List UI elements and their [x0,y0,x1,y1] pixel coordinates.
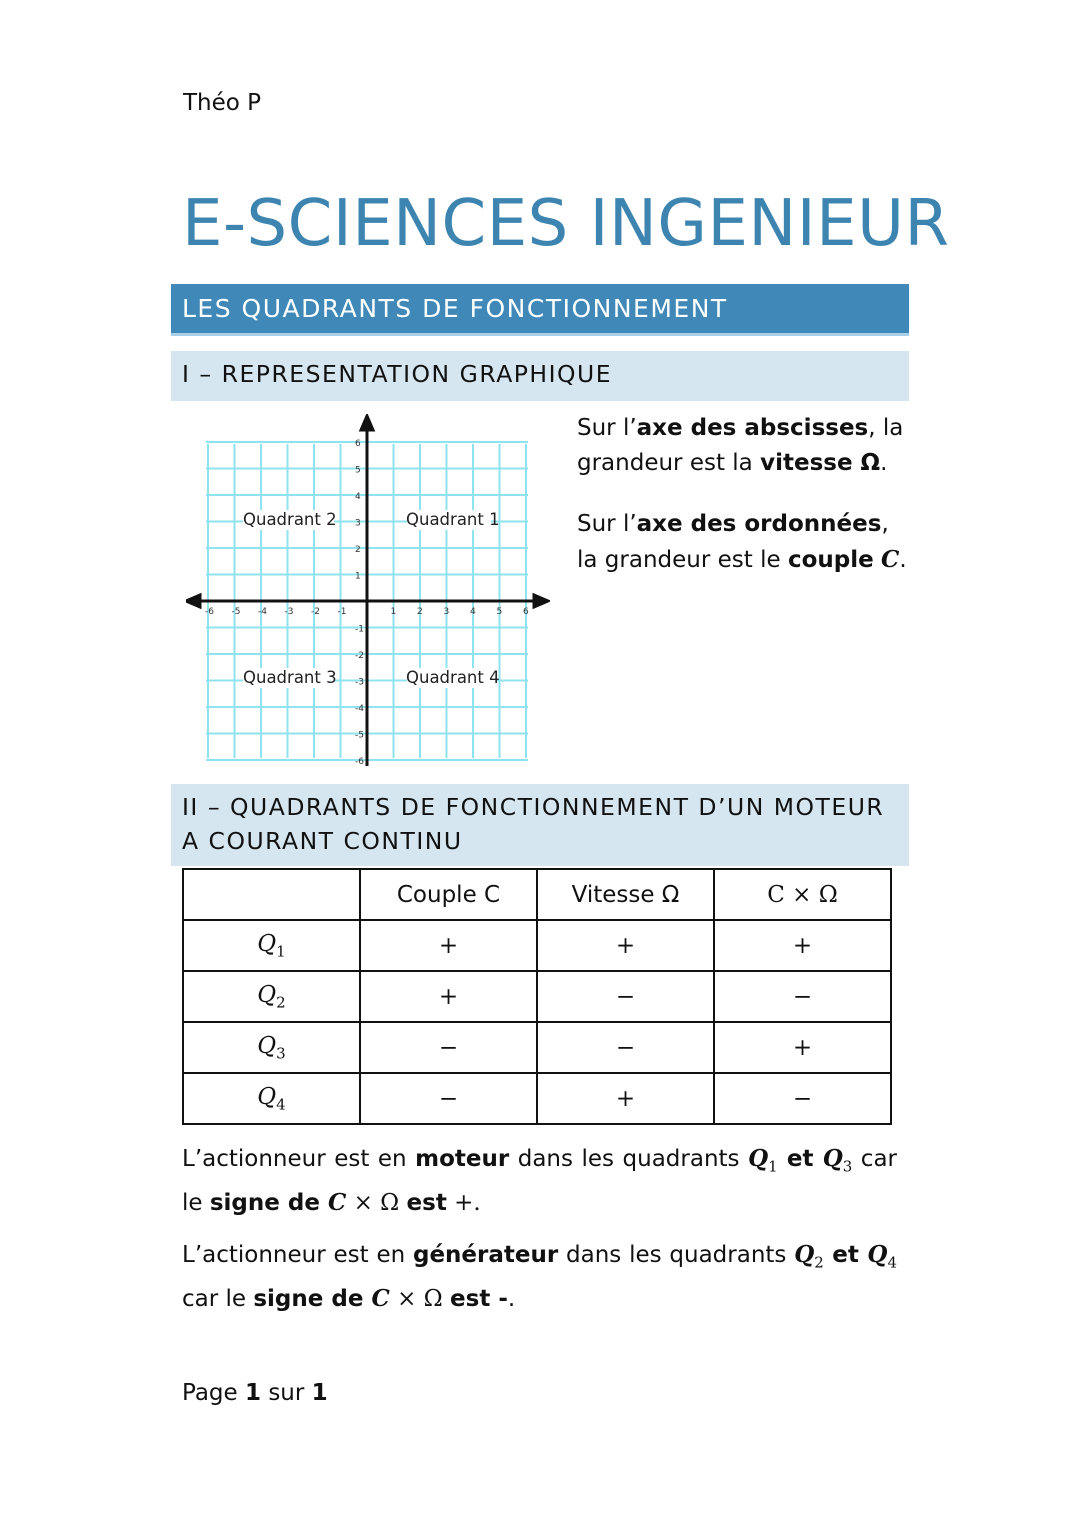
y-tick-label: -3 [355,677,364,688]
x-tick-label: -6 [205,607,214,617]
y-tick-label: 3 [355,518,361,529]
quadrant1-label: Quadrant 1 [406,510,500,529]
table-row [183,920,891,971]
page-footer: Page 1 sur 1 [182,1380,328,1406]
table-row [183,1073,891,1124]
y-tick-label: -4 [355,704,364,714]
x-tick-label: -3 [284,607,294,617]
quadrant4-label: Quadrant 4 [406,668,500,687]
table-row [183,971,891,1022]
y-tick-label: 6 [355,439,361,449]
quadrant-cell: $Q_3$ [183,1022,360,1073]
y-tick-label: -1 [355,624,364,635]
quadrant-graph [186,414,550,770]
page-title: E-SCIENCES INGENIEUR [182,187,950,261]
y-tick-label: 5 [355,465,361,476]
x-tick-label: 2 [417,607,423,617]
quadrant-table [182,868,892,1125]
table-corner-cell [183,869,360,920]
y-tick-label: 2 [355,545,361,555]
quadrant2-label: Quadrant 2 [243,510,337,529]
x-tick-label: 6 [523,607,529,617]
vitesse-cell: − [537,1022,714,1073]
x-tick-label: -1 [337,607,347,617]
quadrant-cell: $Q_1$ [183,920,360,971]
section1-heading: I – REPRESENTATION GRAPHIQUE [171,351,909,401]
generator-explanation: L’actionneur est en générateur dans les quadrants $Q_2$ et $Q_4$ car le signe de C × Ω est -. [182,1241,897,1312]
product-cell: + [714,920,891,971]
x-axis-arrow-left [186,595,200,607]
table-header-row [183,869,891,920]
section2-heading: II – QUADRANTS DE FONCTIONNEMENT D’UN MOTEUR A COURANT CONTINU [171,784,909,866]
header-product: C × Ω [714,869,891,920]
x-tick-label: 1 [390,607,397,617]
x-tick-label: -5 [231,607,241,617]
product-cell: − [714,1073,891,1124]
vitesse-cell: − [537,971,714,1022]
quadrant-cell: $Q_2$ [183,971,360,1022]
motor-explanation: L’actionneur est en moteur dans les quadrants $Q_1$ et $Q_3$ car le signe de C × Ω est +. [182,1145,897,1216]
header-vitesse: Vitesse Ω [537,869,714,920]
table-row [183,1022,891,1073]
couple-cell: + [360,920,537,971]
x-tick-label: 3 [443,607,450,617]
quadrant-cell: $Q_4$ [183,1073,360,1124]
y-tick-label: -5 [355,730,364,741]
x-tick-label: 5 [496,607,503,617]
y-tick-label: -6 [355,757,364,767]
y-axis-arrow [361,416,373,430]
ordinate-note: Sur l’axe des ordonnées, la grandeur est le couple C. [577,511,907,573]
header-couple: Couple C [360,869,537,920]
quadrant3-label: Quadrant 3 [243,668,337,687]
couple-cell: − [360,1073,537,1124]
y-tick-label: 1 [355,571,361,582]
vitesse-cell: + [537,1073,714,1124]
product-cell: + [714,1022,891,1073]
couple-cell: − [360,1022,537,1073]
abscissa-note: Sur l’axe des abscisses, la grandeur est la vitesse Ω. [577,415,904,476]
x-tick-label: -4 [258,607,267,617]
x-tick-label: -2 [311,607,320,617]
chapter-banner: LES QUADRANTS DE FONCTIONNEMENT [171,284,909,336]
y-tick-label: 4 [355,492,361,502]
couple-cell: + [360,971,537,1022]
x-tick-label: 4 [470,607,476,617]
x-axis-arrow-right [534,595,548,607]
y-tick-label: -2 [355,651,364,661]
product-cell: − [714,971,891,1022]
vitesse-cell: + [537,920,714,971]
author-name: Théo P [183,90,262,116]
